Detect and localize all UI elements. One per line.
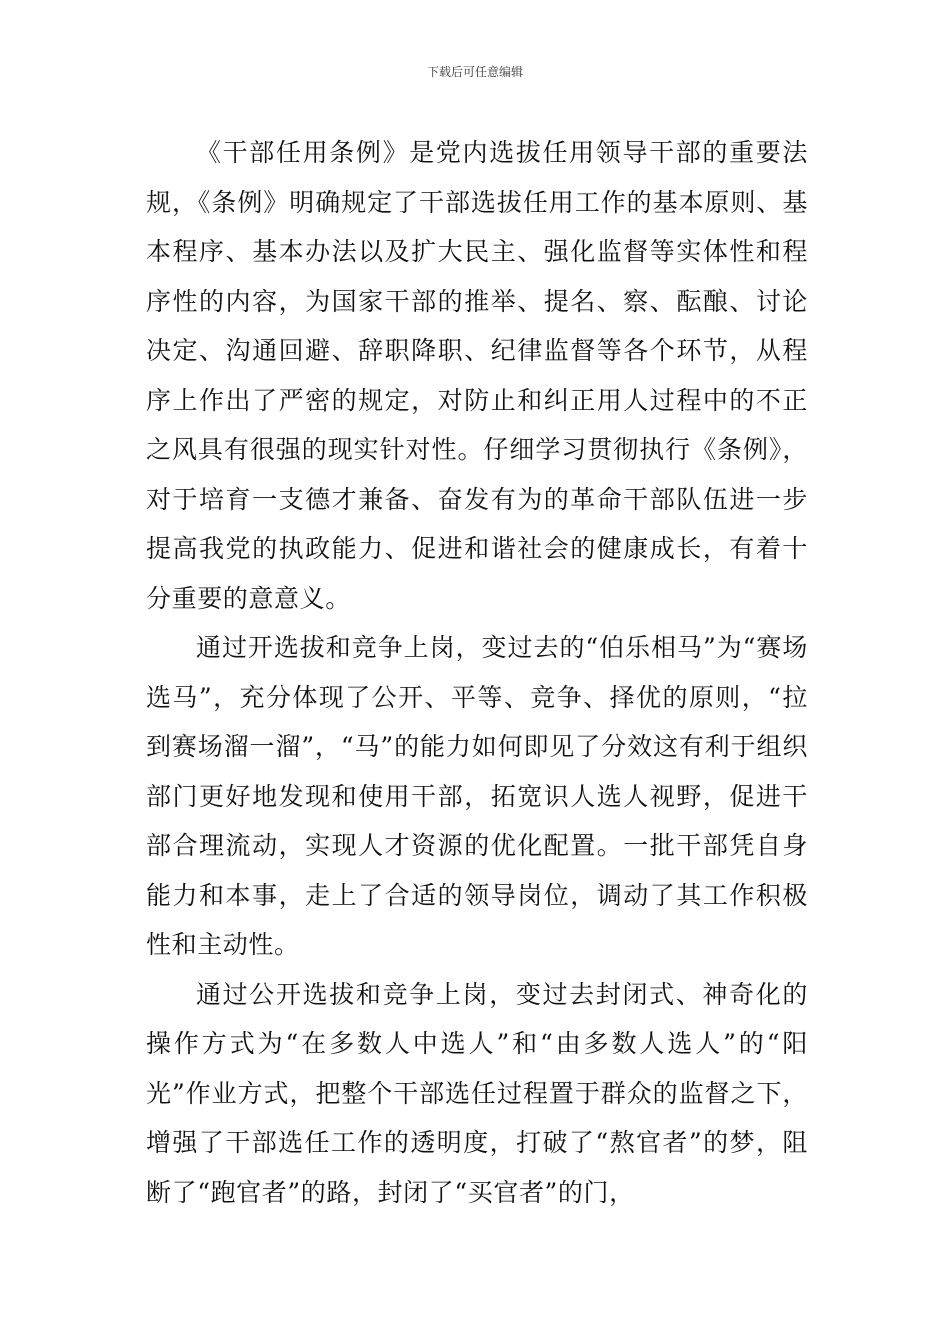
paragraph-2: 通过开选拔和竞争上岗，变过去的“伯乐相马”为“赛场选马”，充分体现了公开、平等、竞争、择优的原则，“拉到赛场溜一溜”，“马”的能力如何即见了分效这有利于组织部门更好地发现和使用干部，拓宽识人选人视野，促进干部合理流动，实现人才资源的优化配置。一批干部凭自身能力和本事，走上了合适的领导岗位，调动了其工作积极性和主动性。 (146, 633, 808, 959)
paragraph-1: 《干部任用条例》是党内选拔任用领导干部的重要法规，《条例》明确规定了干部选拔任用工作的基本原则、基本程序、基本办法以及扩大民主、强化监督等实体性和程序性的内容，为国家干部的推举、提名、察、酝酿、讨论决定、沟通回避、辞职降职、纪律监督等各个环节，从程序上作出了严密的规定，对防止和纠正用人过程中的不正之风具有很强的现实针对性。仔细学习贯彻执行《条例》，对于培育一支德才兼备、奋发有为的革命干部队伍进一步提高我党的执政能力、促进和谐社会的健康成长，有着十分重要的意意义。 (146, 138, 808, 613)
paragraph-3: 通过公开选拔和竞争上岗，变过去封闭式、神奇化的操作方式为“在多数人中选人”和“由多数人选人”的“阳光”作业方式，把整个干部选任过程置于群众的监督之下，增强了干部选任工作的透明度，打破了“熬官者”的梦，阻断了“跑官者”的路，封闭了“买官者”的门， (146, 979, 808, 1207)
document-body (146, 128, 808, 1217)
page-header: 下载后可任意编辑 (426, 65, 523, 79)
